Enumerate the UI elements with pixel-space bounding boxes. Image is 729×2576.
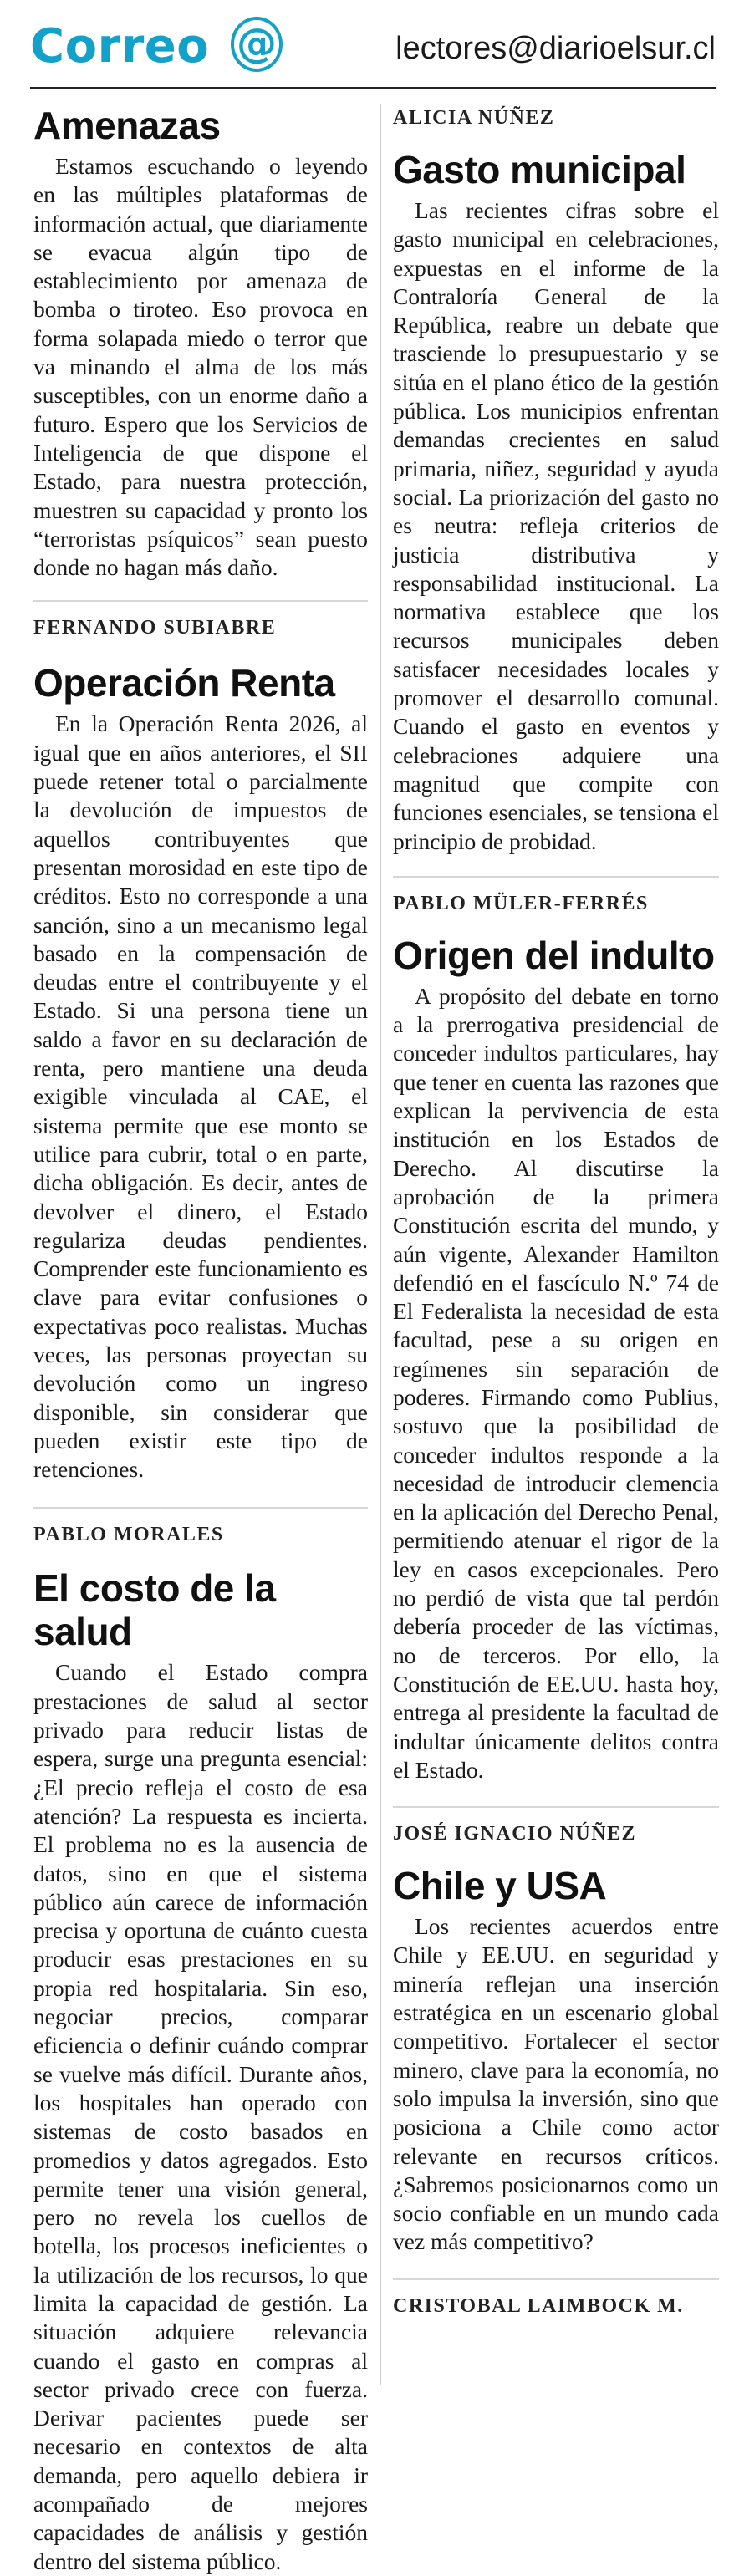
letter-author: ALICIA NÚÑEZ (393, 107, 555, 129)
letter-costo-salud (33, 1566, 368, 2574)
section-title: Correo (30, 19, 210, 74)
letter-body: En la Operación Renta 2026, al igual que en años anteriores, el SII puede retener total o parcialmente la devolución de impuestos de aquellos contribuyentes que presentan morosidad en este tipo de créditos. Esto no corresponde a una sanción, sino a un mecanismo legal basado en la compensación de deudas entre el contribuyente y el Estado. Si una persona tiene un saldo a favor en su declaración de renta, pero mantiene una deuda exigible vinculada al CAE, el sistema permite que ese monto se utilice para cubrir, total o en parte, dicha obligación. Es decir, antes de devolver el dinero, el Estado regulariza deudas pendientes. Comprender este funcionamiento es clave para evitar confusiones o expectativas poco realistas. Muchas veces, las personas proyectan su devolución como un ingreso disponible, sin considerar que pueden existir este tipo de retenciones. (33, 710, 368, 1483)
letter-amenazas (33, 104, 368, 582)
letter-body: Cuando el Estado compra prestaciones de salud al sector privado para reducir listas de espera, surge una pregunta esencial: ¿El precio refleja el costo de esa atención? La respuesta es incierta. El problema no es la ausencia de datos, sino en que el sistema público aún carece de información precisa y oportuna de cuánto cuesta producir esas prestaciones en su propia red hospitalaria. Sin eso, negociar precios, comparar eficiencia o definir cuándo comprar se vuelve más difícil. Durante años, los hospitales han operado con sistemas de costo basados en promedios y datos agregados. Esto permite tener una visión general, pero no revela los cuellos de botella, los procesos ineficientes o la utilización de los recursos, lo que limita la capacidad de gestión. La situación adquiere relevancia cuando el gasto en compras al sector privado crece con fuerza. Derivar pacientes puede ser necesario en contextos de alta demanda, pero aquello debiera ir acompañado de mejores capacidades de análisis y gestión dentro del sistema público. (33, 1659, 368, 2574)
letter-author: FERNANDO SUBIABRE (33, 617, 277, 639)
letter-author: CRISTOBAL LAIMBOCK M. (393, 2294, 684, 2317)
letter-body: Estamos escuchando o leyendo en las múltiples plataformas de información actual, que diariamente se evacua algún tipo de establecimiento por amenaza de bomba o tiroteo. Eso provoca en forma solapada miedo o terror que va minando el alma de los más susceptibles, con un enorme daño a futuro. Espero que los Servicios de Inteligencia de que dispone el Estado, para nuestra protección, muestren su capacidad y pronto los “terroristas psíquicos” sean puesto donde no hagan más daño. (33, 153, 368, 581)
column-divider (380, 104, 381, 2385)
at-sign-icon: @ (231, 17, 283, 72)
letter-body: A propósito del debate en torno a la prerrogativa presidencial de conceder indultos particulares, hay que tener en cuenta las razones que explican la pervivencia de esta institución en los Estados de Derecho. Al discutirse la aprobación de la primera Constitución escrita del mundo, y aún vigente, Alexander Hamilton defendió en el fascículo N.º 74 de El Federalista la necesidad de esta facultad, pese a su origen en regímenes sin separación de poderes. Firmando como Publius, sostuvo que la posibilidad de conceder indultos responde a la necesidad de introducir clemencia en la aplicación del Derecho Penal, permitiendo atenuar el rigor de la ley en casos excepcionales. Pero no perdió de vista que tal perdón debería proceder de las víctimas, no de terceros. Por ello, la Constitución de EE.UU. hasta hoy, entrega al presidente la facultad de indultar únicamente delitos contra el Estado. (393, 982, 719, 1783)
right-column (393, 104, 719, 2318)
contact-email[interactable]: lectores@diarioelsur.cl (395, 31, 716, 66)
letter-author: PABLO MÜLER-FERRÉS (393, 892, 649, 914)
letter-body: Las recientes cifras sobre el gasto municipal en celebraciones, expuestas en el informe de la Contraloría General de la República, reabre un debate que trasciende lo presupuestario y se sitúa en el plano ético de la gestión pública. Los municipios enfrentan demandas crecientes en salud primaria, niñez, seguridad y ayuda social. La priorización del gasto no es neutra: refleja criterios de justicia distributiva y responsabilidad institucional. La normativa establece que los recursos municipales deben satisfacer necesidades locales y promover el desarrollo comunal. Cuando el gasto en eventos y celebraciones adquiere una magnitud que compite con funciones esenciales, se tensiona el principio de probidad. (393, 197, 719, 854)
left-column (33, 104, 368, 2574)
letter-chile-usa (393, 1864, 719, 2257)
letter-headline: Operación Renta (33, 661, 335, 705)
letter-origen-indulto (393, 934, 719, 1784)
letter-operacion-renta (33, 661, 368, 1484)
letter-author: JOSÉ IGNACIO NÚÑEZ (393, 1823, 637, 1845)
header-divider (30, 87, 716, 89)
letter-body: Los recientes acuerdos entre Chile y EE.UU. en seguridad y minería reflejan una inserción estratégica en un escenario global competitivo. Fortalecer el sector minero, clave para la economía, no solo impulsa la inversión, sino que posiciona a Chile como actor relevante en recursos críticos. ¿Sabremos posicionarnos como un socio confiable en un mundo cada vez más competitivo? (393, 1913, 719, 2255)
letter-headline: El costo de la salud (33, 1566, 276, 1654)
letter-headline: Amenazas (33, 104, 221, 147)
section-header (30, 12, 716, 80)
letter-headline: Origen del indulto (393, 933, 715, 977)
letter-gasto-municipal (393, 148, 719, 856)
letter-headline: Gasto municipal (393, 148, 686, 191)
letter-headline: Chile y USA (393, 1864, 607, 1908)
letter-author: PABLO MORALES (33, 1524, 224, 1546)
